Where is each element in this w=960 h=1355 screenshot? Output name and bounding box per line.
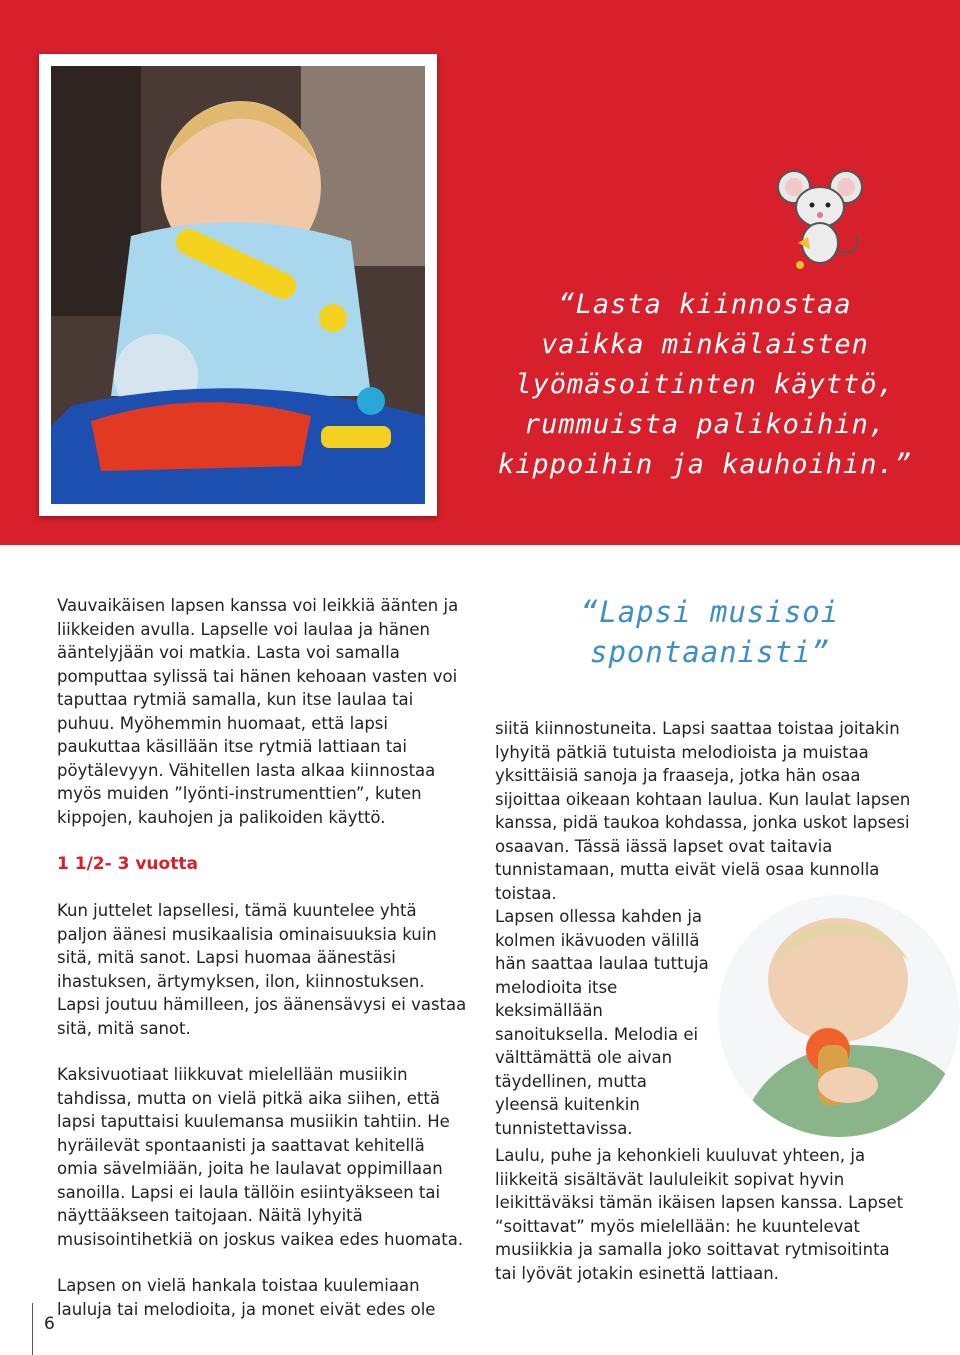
right-column-middle <box>495 905 710 1163</box>
pull-quote-line: lyömäsoitinten käyttö, <box>515 369 895 400</box>
paragraph: Lapsen on vielä hankala toistaa kuulemiaan lauluja tai melodioita, ja monet eivät edes ole <box>57 1276 436 1319</box>
paragraph: siitä kiinnostuneita. Lapsi saattaa toistaa joitakin lyhyitä pätkiä tutuista melodioista ja muistaa yksittäisiä sanoja ja fraaseja, jotka hän osaa sijoittaa oikeaan kohtaan laulua. Kun laulat lapsen kanssa, pidä taukoa kohdassa, jonka uskot lapsesi osaavan. Tässä iässä lapset ovat taitavia tunnistamaan, mutta eivät vielä osaa kunnolla toistaa. <box>495 719 911 903</box>
paragraph: Laulu, puhe ja kehonkieli kuuluvat yhteen, ja liikkeitä sisältävät laululeikit sopivat hyvin leikittäväksi tämän ikäisen lapsen kanssa. Lapset “soittavat” myös mielellään: he kuuntelevat musiikkia ja samalla joko soittavat rytmisoitinta tai lyövät jotakin esinettä lattiaan. <box>495 1146 904 1283</box>
section-title <box>540 592 880 672</box>
paragraph: Lapsen ollessa kahden ja kolmen ikävuoden välillä hän saattaa laulaa tuttuja melodioita itse keksimällään sanoituksella. Melodia ei välttämättä ole aivan täydellinen, mutta yleensä kuitenkin tunnistettavissa. <box>495 907 709 1138</box>
paragraph: Kun juttelet lapsellesi, tämä kuuntelee yhtä paljon äänesi musikaalisia ominaisuuksia kuin sitä, mitä sanot. Lapsi huomaa äänestäsi ihastuksen, ärtymyksen, ilon, kiinnostuksen. Lapsi joutuu hämilleen, jos äänensävysi ei vastaa sitä, mitä sanot. <box>57 901 467 1038</box>
section-title-line: “Lapsi musisoi <box>580 595 840 629</box>
page-number-rule <box>32 1303 33 1355</box>
pull-quote-line: “Lasta kiinnostaa <box>558 289 852 320</box>
paragraph: Vauvaikäisen lapsen kanssa voi leikkiä äänten ja liikkeiden avulla. Lapselle voi laulaa ja hänen ääntelyjään voi matkia. Lasta voi samalla pomputtaa sylissä tai hänen kehoaan vasten voi taputtaa rytmiä samalla, kun itse laulaa tai puhuu. Myöhemmin huomaat, että lapsi paukuttaa käsillään itse rytmiä lattiaan tai pöytälevyyn. Vähitellen lasta alkaa kiinnostaa myös muiden ”lyönti-instrumenttien”, kuten kippojen, kauhojen ja palikoiden käyttö. <box>57 596 459 827</box>
section-heading: 1 1/2- 3 vuotta <box>57 854 198 874</box>
pull-quote-line: rummuista palikoihin, <box>523 409 887 440</box>
mouse-illustration <box>772 165 872 275</box>
baby-playing-xylophone-photo <box>51 66 425 504</box>
pull-quote-line: vaikka minkälaisten <box>541 329 869 360</box>
right-column-bottom <box>495 1144 915 1308</box>
child-with-toy-photo <box>718 895 960 1137</box>
pull-quote <box>480 285 930 485</box>
pull-quote-line: kippoihin ja kauhoihin.” <box>497 449 913 480</box>
baby-photo-frame <box>39 54 437 516</box>
section-title-line: spontaanisti” <box>590 635 830 669</box>
paragraph: Kaksivuotiaat liikkuvat mielellään musiikin tahdissa, mutta on vielä pitkä aika siihen, että lapsi taputtaisi kuulemansa musiikin tahtiin. He hyräilevät spontaanisti ja saattavat kehitellä omia sävelmiään, joita he laulavat oppimillaan sanoilla. Lapsi ei laula tällöin esiintyäkseen tai näyttääkseen taitojaan. Näitä lyhyitä musisointihetkiä on joskus vaikea edes huomata. <box>57 1065 464 1249</box>
page-number: 6 <box>44 1314 55 1334</box>
child-photo-image <box>718 895 960 1137</box>
left-column <box>57 594 467 1344</box>
